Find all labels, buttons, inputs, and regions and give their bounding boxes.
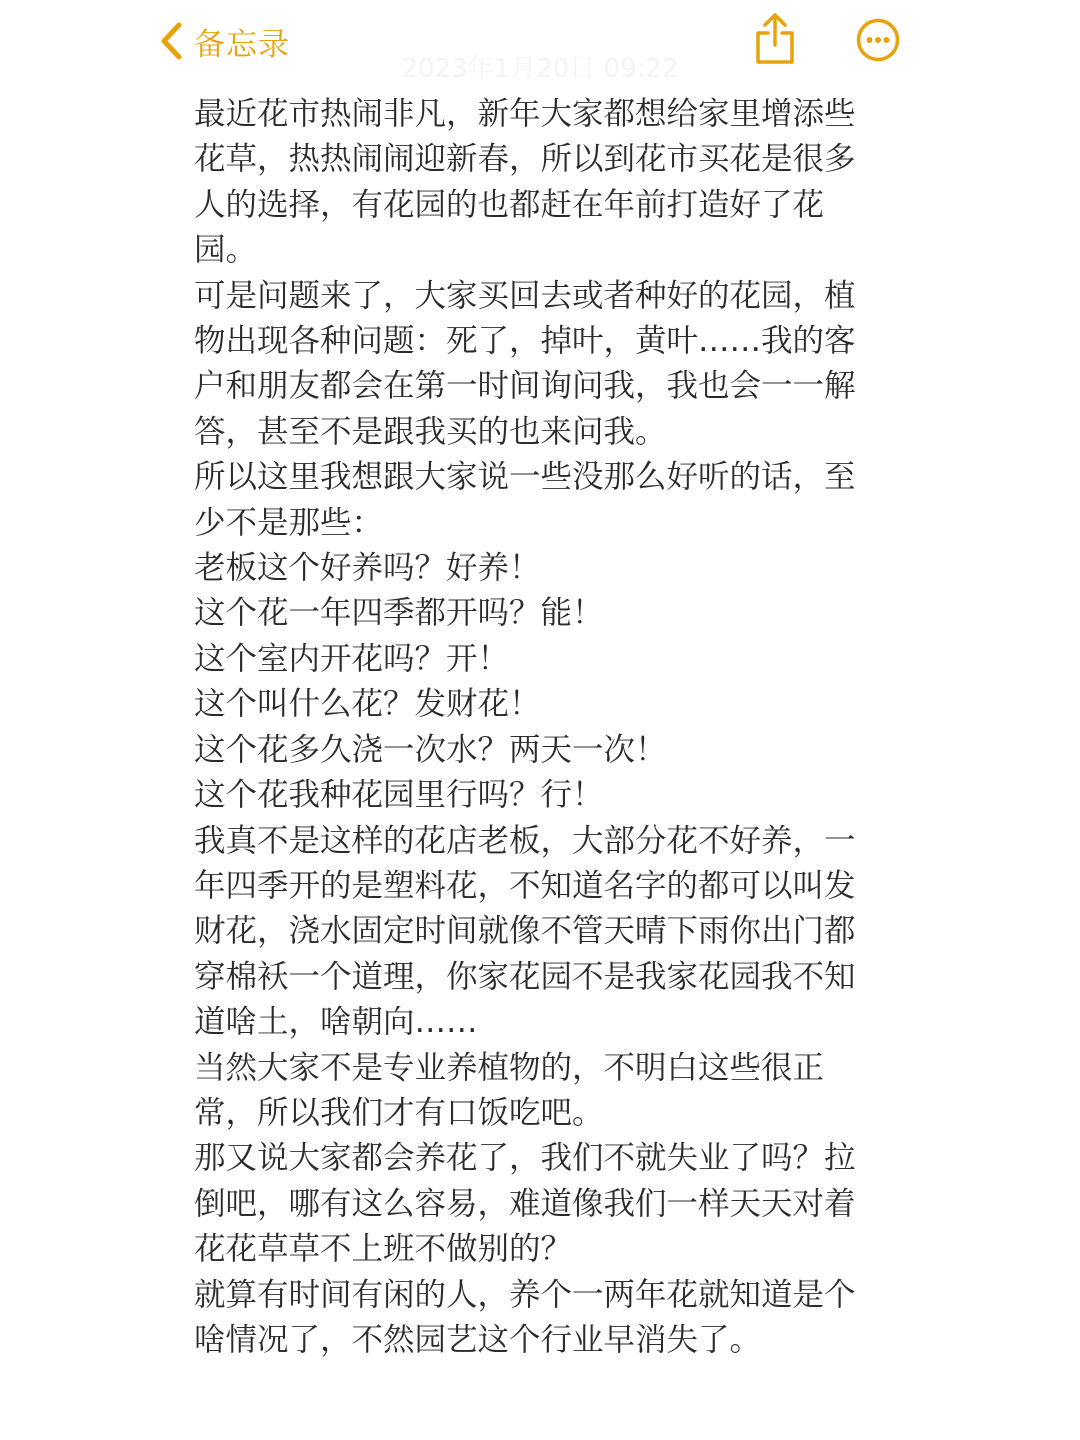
note-paragraph: 这个花多久浇一次水？两天一次！ xyxy=(194,731,667,768)
share-icon xyxy=(752,12,798,66)
note-paragraph: 这个室内开花吗？开！ xyxy=(194,640,510,677)
note-paragraph: 最近花市热闹非凡，新年大家都想给家里增添些花草，热热闹闹迎新春，所以到花市买花是很多人的选择，有花园的也都赶在年前打造好了花园。 xyxy=(194,96,856,269)
note-timestamp: 2023年1月20日 09:22 xyxy=(401,54,679,84)
note-paragraph: 这个叫什么花？发财花！ xyxy=(194,686,541,723)
note-body[interactable] xyxy=(194,92,874,1363)
back-label: 备忘录 xyxy=(194,26,290,63)
note-paragraph: 当然大家不是专业养植物的，不明白这些很正常，所以我们才有口饭吃吧。 xyxy=(194,1049,825,1131)
note-paragraph: 我真不是这样的花店老板，大部分花不好养，一年四季开的是塑料花，不知道名字的都可以叫发财花，浇水固定时间就像不管天晴下雨你出门都穿棉袄一个道理，你家花园不是我家花园我不知道啥土，啥朝向…… xyxy=(194,822,856,1041)
note-paragraph: 老板这个好养吗？好养！ xyxy=(194,550,541,587)
share-button[interactable] xyxy=(752,12,798,66)
navigation-bar xyxy=(0,0,1080,90)
note-paragraph: 那又说大家都会养花了，我们不就失业了吗？拉倒吧，哪有这么容易，难道像我们一样天天对着花花草草不上班不做别的？ xyxy=(194,1140,856,1268)
note-paragraph: 就算有时间有闲的人，养个一两年花就知道是个啥情况了，不然园艺这个行业早消失了。 xyxy=(194,1276,856,1358)
note-paragraph: 这个花我种花园里行吗？行！ xyxy=(194,777,604,814)
note-paragraph: 可是问题来了，大家买回去或者种好的花园，植物出现各种问题：死了，掉叶，黄叶……我的客户和朋友都会在第一时间询问我，我也会一一解答，甚至不是跟我买的也来问我。 xyxy=(194,277,856,450)
more-icon xyxy=(856,18,900,62)
note-paragraph: 所以这里我想跟大家说一些没那么好听的话，至少不是那些： xyxy=(194,459,856,541)
note-paragraph: 这个花一年四季都开吗？能！ xyxy=(194,595,604,632)
more-button[interactable] xyxy=(856,18,900,62)
